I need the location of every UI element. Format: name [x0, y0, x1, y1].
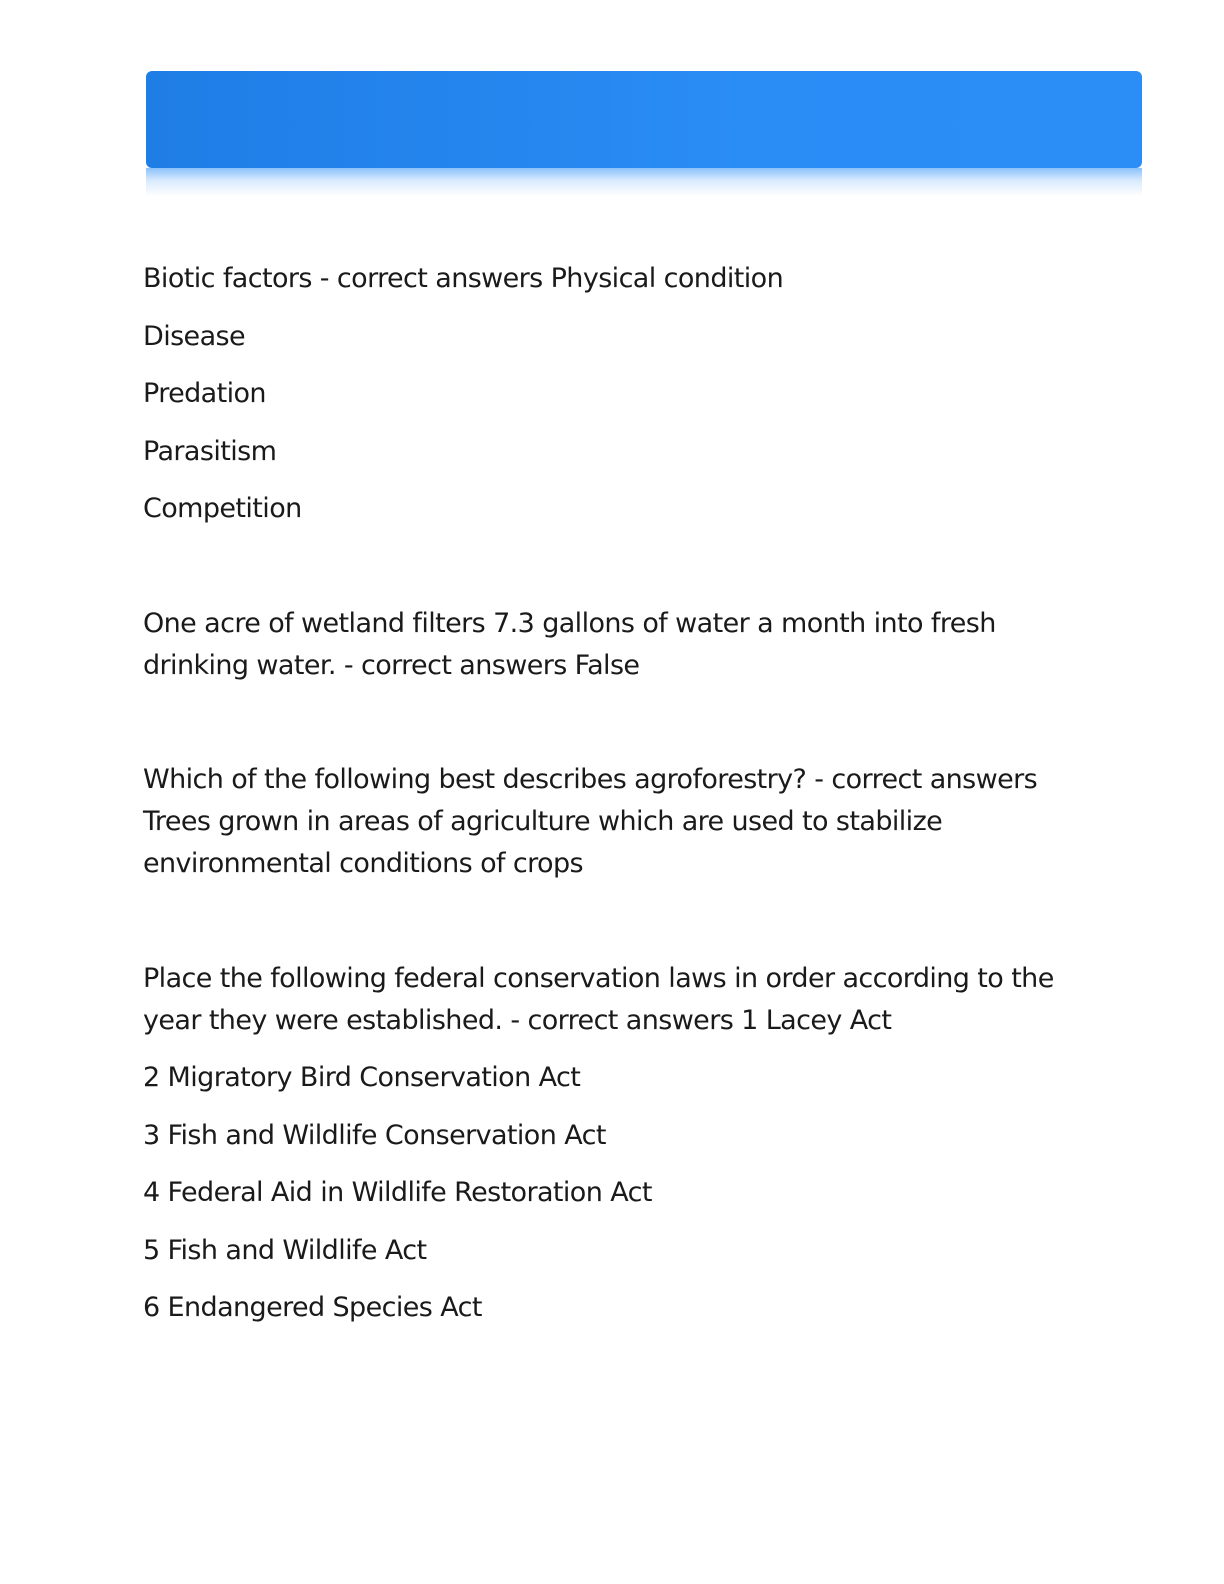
qa-block-biotic-factors [143, 258, 1063, 530]
header-banner-reflection [146, 168, 1142, 196]
qa-question-line: One acre of wetland filters 7.3 gallons of water a month into fresh drinking water. - correct answers False [143, 607, 996, 681]
qa-block-conservation-laws [143, 958, 1063, 1330]
answer-item: 3 Fish and Wildlife Conservation Act [143, 1119, 606, 1151]
answer-item: 6 Endangered Species Act [143, 1292, 482, 1323]
qa-question-line: Place the following federal conservation laws in order according to the year they were established. - correct answers 1 Lacey Act [143, 962, 1054, 1036]
qa-block-wetland [143, 603, 1063, 687]
block-spacer [143, 702, 1063, 759]
qa-block-agroforestry [143, 759, 1063, 885]
answer-item: Disease [143, 320, 245, 352]
document-body [143, 258, 1063, 1345]
qa-question-line: Which of the following best describes agroforestry? - correct answers Trees grown in areas of agriculture which are used to stabilize environmental conditions of crops [143, 764, 1038, 879]
answer-item: Parasitism [143, 435, 277, 467]
qa-question-line: Biotic factors - correct answers Physical condition [143, 263, 784, 294]
answer-item: Competition [143, 493, 302, 524]
answer-item: Predation [143, 378, 266, 409]
block-spacer [143, 546, 1063, 603]
answer-item: 4 Federal Aid in Wildlife Restoration Act [143, 1177, 652, 1208]
answer-item: 2 Migratory Bird Conservation Act [143, 1062, 581, 1093]
header-banner [146, 71, 1142, 168]
block-spacer [143, 901, 1063, 958]
answer-item: 5 Fish and Wildlife Act [143, 1234, 427, 1266]
